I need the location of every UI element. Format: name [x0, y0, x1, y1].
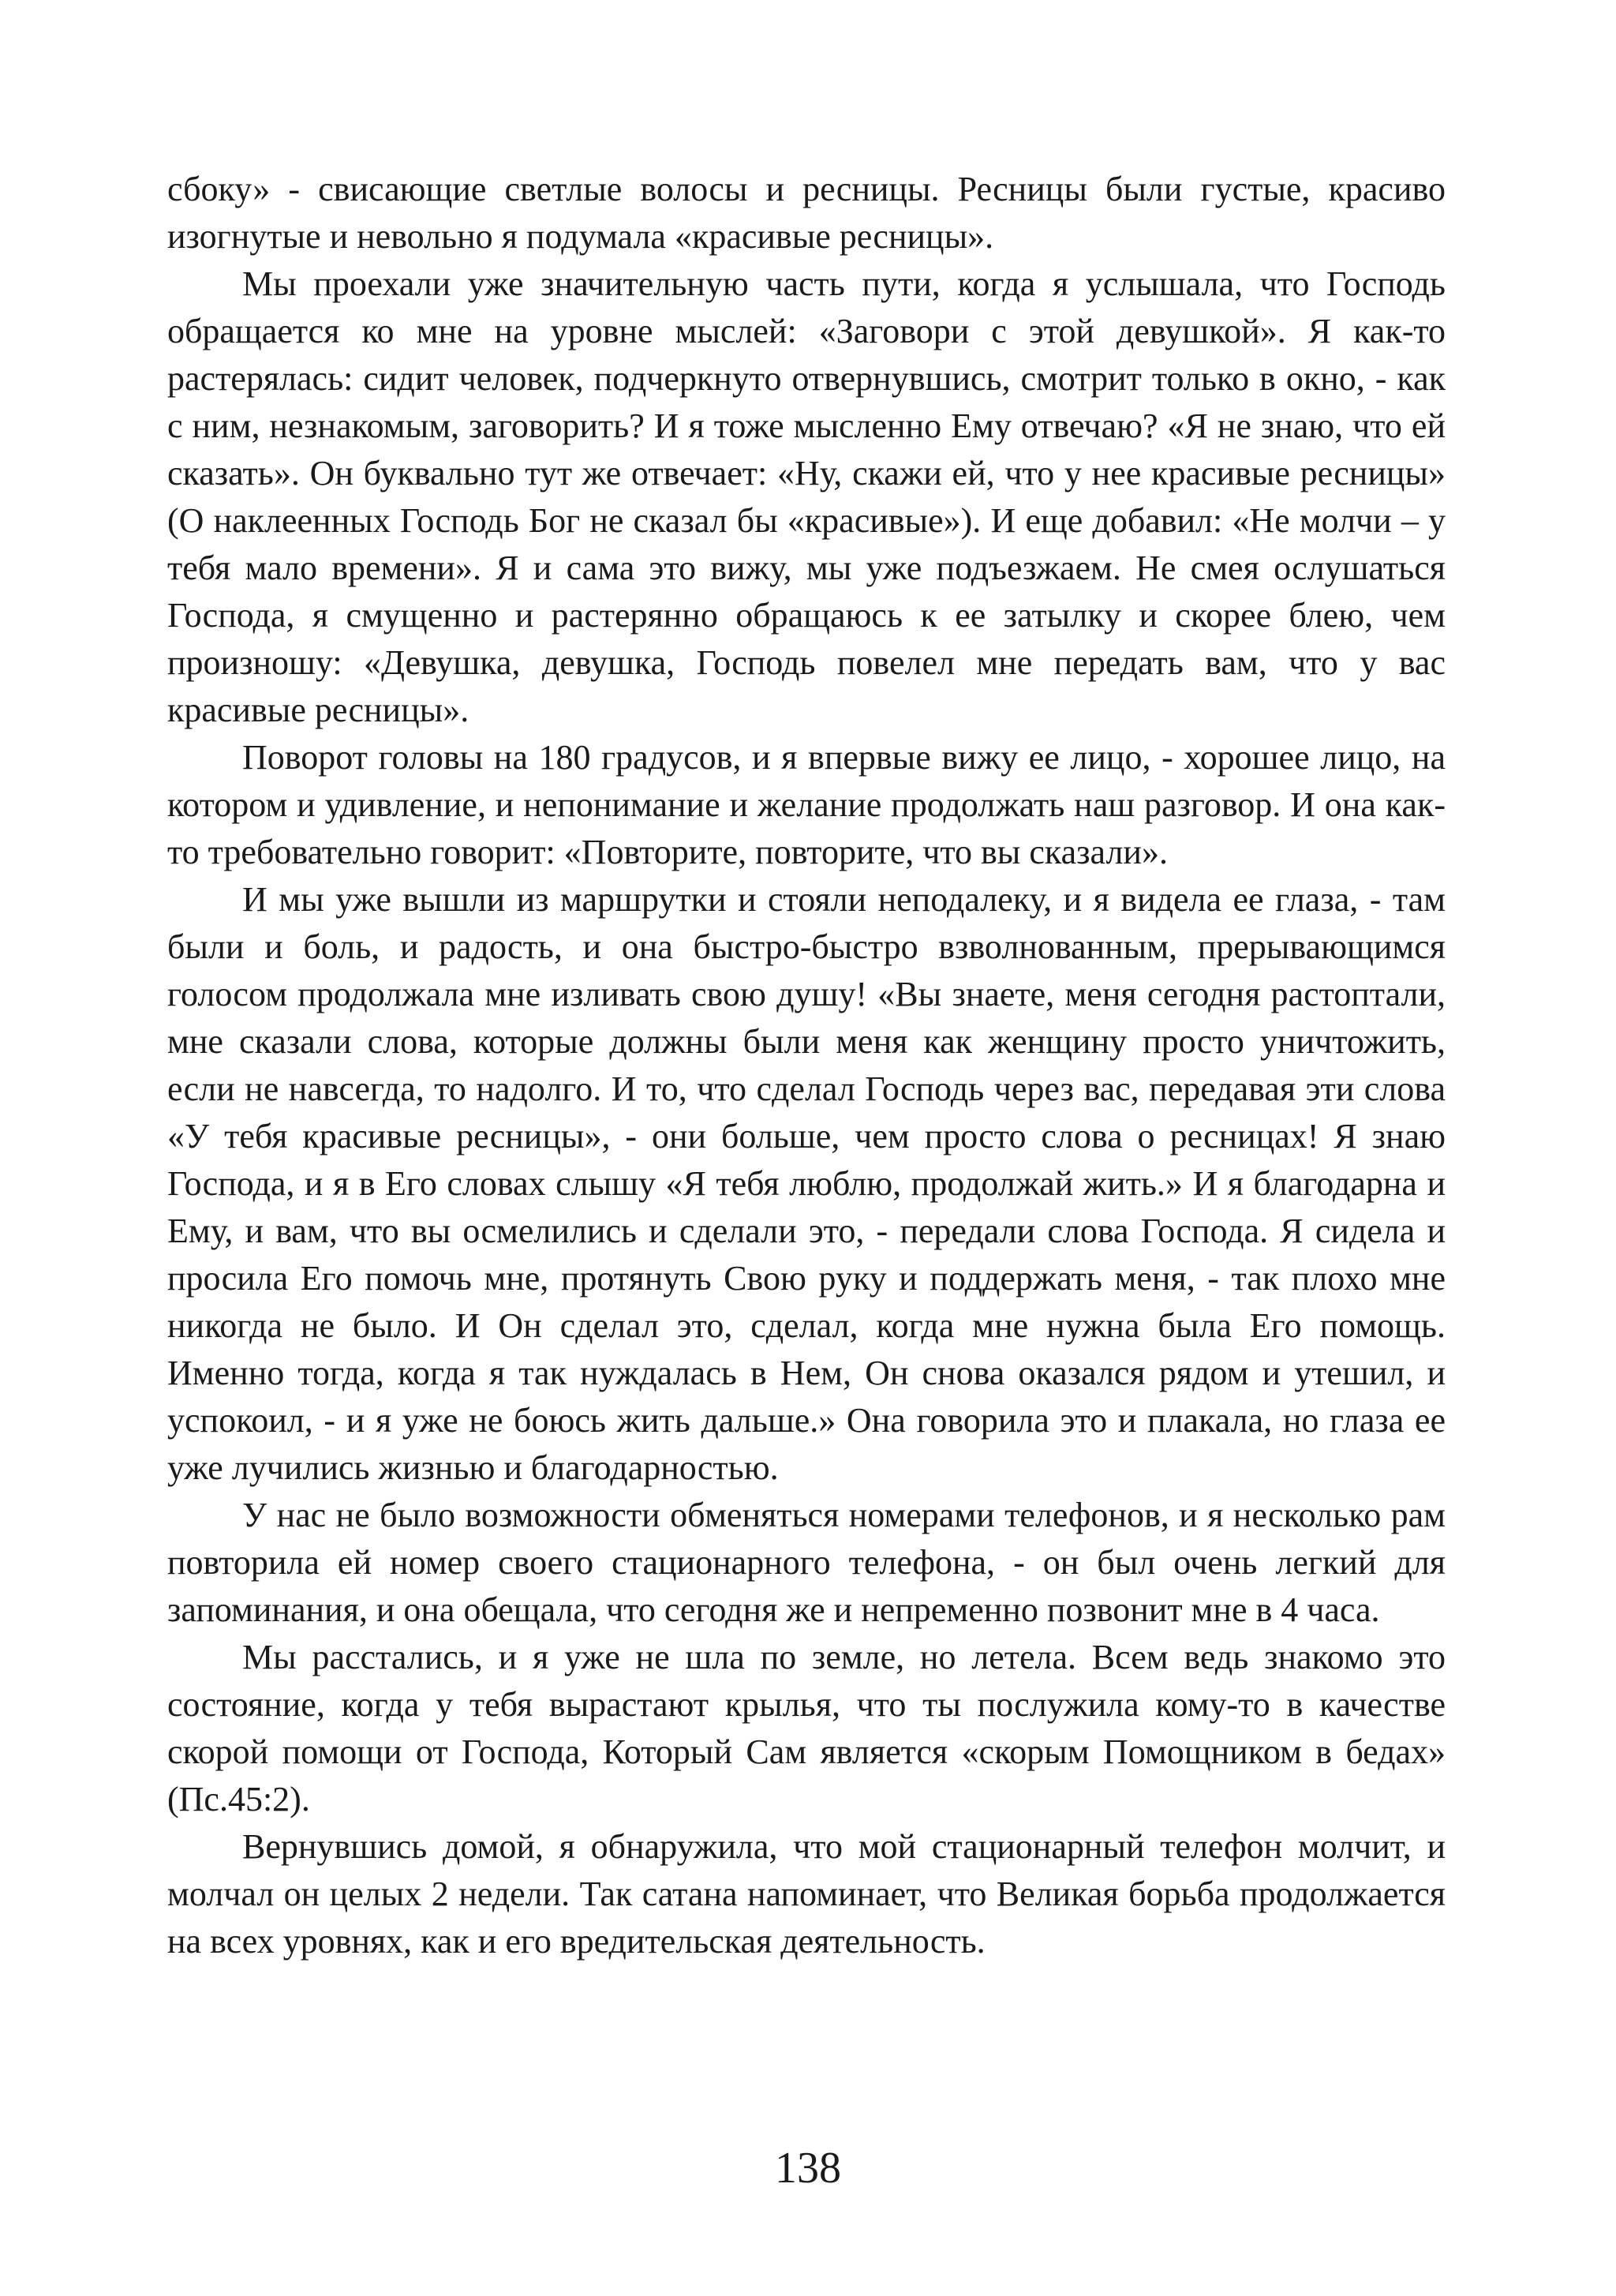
paragraph-6: Мы расстались, и я уже не шла по земле, но летела. Всем ведь знакомо это состояние, когда у тебя вырастают крылья, что ты послужила кому-то в качестве скорой помощи от Господа, Который Сам является «скорым Помощником в бедах» (Пс.45:2).	[167, 1638, 1446, 1818]
paragraph-5: У нас не было возможности обменяться номерами телефонов, и я несколько рам повторила ей номер своего стационарного телефона, - он был очень легкий для запоминания, и она обещала, что сегодня же и непременно позвонит мне в 4 часа.	[167, 1496, 1446, 1629]
paragraph-2: Мы проехали уже значительную часть пути, когда я услышала, что Господь обращается ко мне на уровне мыслей: «Заговори с этой девушкой». Я как-то растерялась: сидит человек, подчеркнуто отвернувшись, смотрит только в окно, - как с ним, незнакомым, заговорить? И я тоже мысленно Ему отвечаю? «Я не знаю, что ей сказать». Он буквально тут же отвечает: «Ну, скажи ей, что у нее красивые ресницы» (О наклеенных Господь Бог не сказал бы «красивые»). И еще добавил: «Не молчи – у тебя мало времени». Я и сама это вижу, мы уже подъезжаем. Не смея ослушаться Господа, я смущенно и растерянно обращаюсь к ее затылку и скорее блею, чем произношу: «Девушка, девушка, Господь повелел мне передать вам, что у вас красивые ресницы».	[167, 264, 1446, 729]
paragraph-7: Вернувшись домой, я обнаружила, что мой стационарный телефон молчит, и молчал он целых 2 недели. Так сатана напоминает, что Великая борьба продолжается на всех уровнях, как и его вредительская деятельность.	[167, 1827, 1446, 1961]
page-body	[167, 166, 1446, 1965]
page-number: 138	[775, 2144, 841, 2193]
paragraph-4: И мы уже вышли из маршрутки и стояли неподалеку, и я видела ее глаза, - там были и боль, и радость, и она быстро-быстро взволнованным, прерывающимся голосом продолжала мне изливать свою душу! «Вы знаете, меня сегодня растоптали, мне сказали слова, которые должны были меня как женщину просто уничтожить, если не навсегда, то надолго. И то, что сделал Господь через вас, передавая эти слова «У тебя красивые ресницы», - они больше, чем просто слова о ресницах! Я знаю Господа, и я в Его словах слышу «Я тебя люблю, продолжай жить.» И я благодарна и Ему, и вам, что вы осмелились и сделали это, - передали слова Господа. Я сидела и просила Его помочь мне, протянуть Свою руку и поддержать меня, - так плохо мне никогда не было. И Он сделал это, сделал, когда мне нужна была Его помощь. Именно тогда, когда я так нуждалась в Нем, Он снова оказался рядом и утешил, и успокоил, - и я уже не боюсь жить дальше.» Она говорила это и плакала, но глаза ее уже лучились жизнью и благодарностью.	[167, 880, 1446, 1487]
paragraph-3: Поворот головы на 180 градусов, и я впервые вижу ее лицо, - хорошее лицо, на котором и удивление, и непонимание и желание продолжать наш разговор. И она как-то требовательно говорит: «Повторите, повторите, что вы сказали».	[167, 738, 1446, 871]
paragraph-1: сбоку» - свисающие светлые волосы и ресницы. Ресницы были густые, красиво изогнутые и невольно я подумала «красивые ресницы».	[167, 170, 1446, 256]
